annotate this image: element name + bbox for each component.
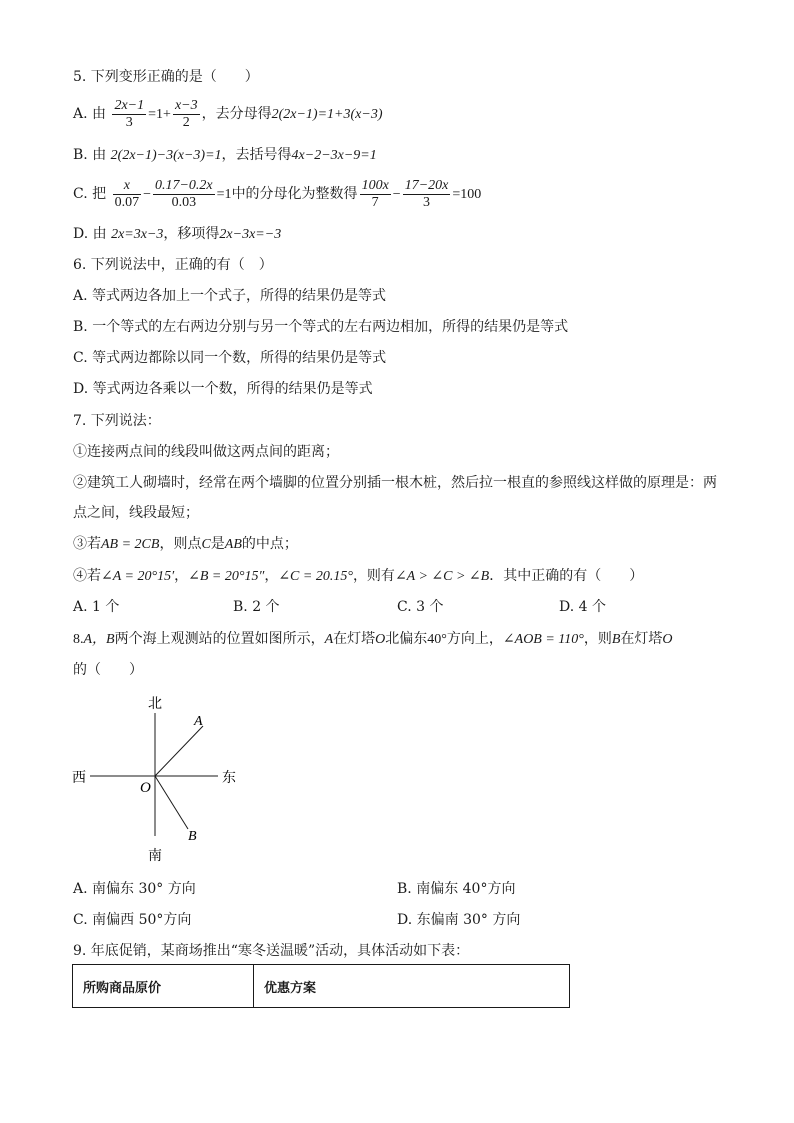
q7-stem: 7. 下列说法：	[73, 413, 161, 429]
q8-stem-continued: 的（ ）	[73, 662, 143, 678]
q7-option-d[interactable]: D. 4 个	[559, 599, 606, 615]
q5-a-label: A. 由	[73, 106, 107, 122]
q6-option-b[interactable]: B. 一个等式的左右两边分别与另一个等式的左右两边相加，所得的结果仍是等式	[73, 319, 569, 335]
q6-option-c[interactable]: C. 等式两边都除以同一个数，所得的结果仍是等式	[73, 350, 387, 366]
q5-c-fraction-4: $\frac{17-20x}{3}$	[404, 177, 449, 210]
q5-option-b[interactable]: B. 由 2(2x−1)−3(x−3)=1，去括号得4x−2−3x−9=1	[73, 147, 377, 163]
q5-c-fraction-1: $\frac{x}{0.07}$	[114, 177, 140, 210]
label-west: 西	[72, 770, 86, 786]
q7-option-c[interactable]: C. 3 个	[397, 599, 444, 615]
q5-d-expr: 2x=3x−3	[111, 227, 164, 242]
table-header-original-price: 所购商品原价	[73, 965, 254, 1008]
q5-b-expr: 2(2x−1)−3(x−3)=1	[110, 148, 222, 163]
q8-option-a[interactable]: A. 南偏东 30° 方向	[73, 881, 196, 897]
label-point-b: B	[188, 829, 197, 844]
ray-oa	[155, 726, 203, 776]
q8-option-c[interactable]: C. 南偏西 50°方向	[73, 912, 192, 928]
q5-option-d[interactable]: D. 由 2x=3x−3，移项得2x−3x=−3	[73, 226, 282, 242]
q7-statement-1: ①连接两点间的线段叫做这两点间的距离；	[73, 444, 339, 460]
label-north: 北	[148, 696, 162, 712]
q7-statement-2b: 点之间，线段最短；	[73, 505, 199, 521]
q5-option-a[interactable]: A. 由 $\frac{2x-1}{3}$ =1+ $\frac{x-3}{2}$ ，去分母得2(2x−1)=1+3(x−3)	[73, 97, 383, 130]
q8-stem: 8.A，B两个海上观测站的位置如图所示，A在灯塔O北偏东40°方向上，∠AOB = 110°，则B在灯塔O	[73, 631, 673, 647]
q8-option-d[interactable]: D. 东偏南 30° 方向	[397, 912, 521, 928]
table-header-row	[73, 965, 570, 1008]
label-point-a: A	[194, 714, 203, 729]
q5-c-fraction-2: $\frac{0.17-0.2x}{0.03}$	[154, 177, 213, 210]
q8-option-b[interactable]: B. 南偏东 40°方向	[397, 881, 516, 897]
q6-option-d[interactable]: D. 等式两边各乘以一个数，所得的结果仍是等式	[73, 381, 373, 397]
label-south: 南	[148, 848, 162, 864]
q7-statement-3: ③若AB = 2CB，则点C是AB的中点；	[73, 536, 298, 552]
label-east: 东	[222, 770, 236, 786]
q5-a-fraction-2: $\frac{x-3}{2}$	[174, 97, 198, 130]
table-header-discount-plan: 优惠方案	[254, 965, 570, 1008]
q5-c-fraction-3: $\frac{100x}{7}$	[361, 177, 389, 210]
q5-d-result: 2x−3x=−3	[219, 227, 282, 242]
q5-stem: 5. 下列变形正确的是（ ）	[73, 69, 259, 85]
q9-stem: 9. 年底促销，某商场推出“寒冬送温暖”活动，具体活动如下表：	[73, 943, 470, 959]
q7-option-b[interactable]: B. 2 个	[233, 599, 280, 615]
q7-statement-4: ④若∠A = 20°15′，∠B = 20°15″，∠C = 20.15°，则有∠A > ∠C > ∠B．其中正确的有（ ）	[73, 568, 644, 584]
q5-a-result: 2(2x−1)=1+3(x−3)	[271, 107, 383, 122]
q6-stem: 6. 下列说法中，正确的有（ ）	[73, 257, 273, 273]
q5-a-fraction-1: $\frac{2x-1}{3}$	[114, 97, 145, 130]
q6-option-a[interactable]: A. 等式两边各加上一个式子，所得的结果仍是等式	[73, 288, 387, 304]
q7-option-a[interactable]: A. 1 个	[73, 599, 120, 615]
promo-table	[72, 964, 570, 1008]
label-origin: O	[140, 780, 151, 796]
q7-statement-2a: ②建筑工人砌墙时，经常在两个墙脚的位置分别插一根木桩，然后拉一根直的参照线这样做的原理是：两	[73, 475, 717, 491]
q5-b-result: 4x−2−3x−9=1	[291, 148, 377, 163]
q5-option-c[interactable]: C. 把 $\frac{x}{0.07}$ − $\frac{0.17-0.2x}{0.03}$ =1中的分母化为整数得 $\frac{100x}{7}$ − $\frac{17-20x}{3}$ =100	[73, 177, 482, 210]
compass-diagram	[60, 688, 260, 868]
ray-ob	[155, 776, 188, 829]
